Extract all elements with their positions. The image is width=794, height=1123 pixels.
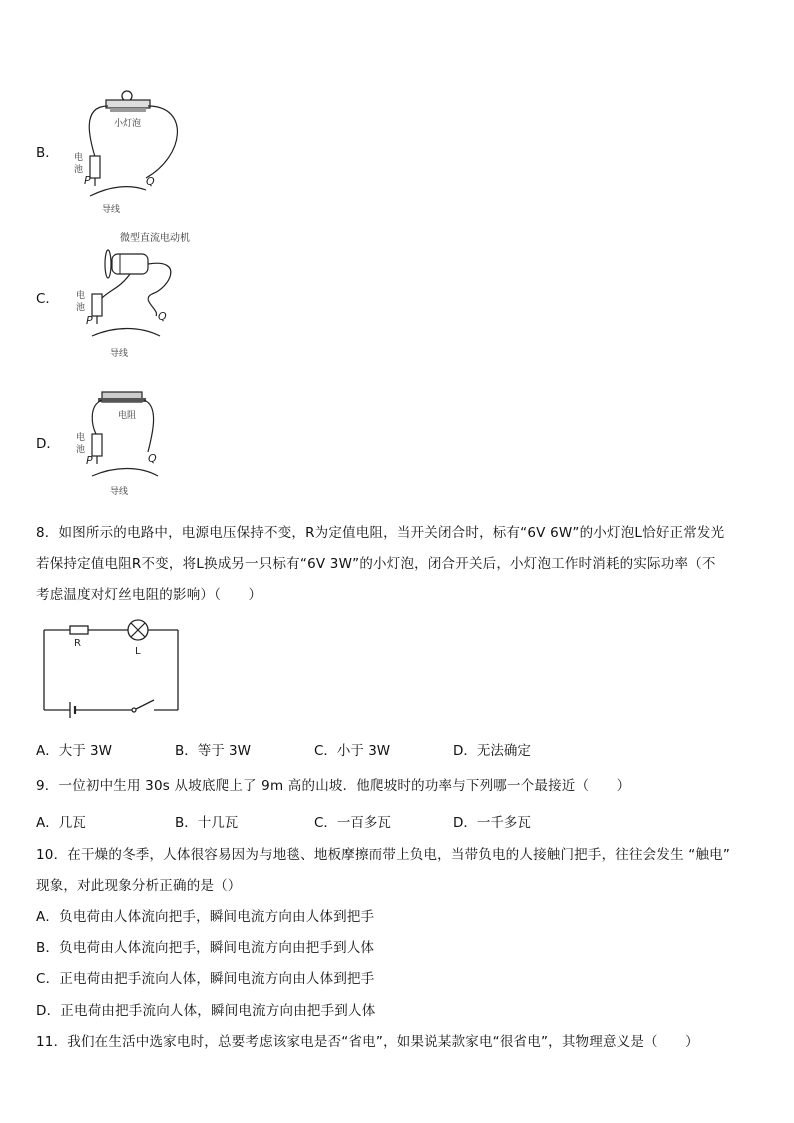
resistor-symbol	[70, 626, 88, 634]
option-c-p: P	[86, 314, 93, 327]
svg-text:池: 池	[76, 303, 86, 313]
option-c-wire: 导线	[110, 349, 129, 359]
switch-symbol	[132, 708, 136, 712]
option-d-title: 电阻	[118, 411, 137, 421]
option-b-p: P	[84, 174, 91, 187]
circuit-l-label: L	[135, 646, 141, 657]
q10-line2: 现象，对此现象分析正确的是（）	[36, 878, 242, 894]
q11-line1: 11．我们在生活中选家电时，总要考虑该家电是否“省电”，如果说某款家电“很省电”，其物理意义是（ ）	[36, 1034, 699, 1050]
q8-line2: 若保持定值电阻R不变，将L换成另一只标有“6V 3W”的小灯泡，闭合开关后，小灯泡工作时消耗的实际功率（不	[36, 556, 716, 572]
q8-line1: 8．如图所示的电路中，电源电压保持不变，R为定值电阻，当开关闭合时，标有“6V 6W”的小灯泡L恰好正常发光	[36, 525, 725, 541]
svg-text:电: 电	[76, 433, 86, 443]
option-d-label: D．	[36, 436, 60, 452]
q8-option-c: C．小于 3W	[314, 743, 391, 759]
q9-line1: 9．一位初中生用 30s 从坡底爬上了 9m 高的山坡．他爬坡时的功率与下列哪一个最接近（ ）	[36, 778, 631, 794]
option-b-title: 小灯泡	[114, 119, 142, 129]
option-d-p: P	[86, 454, 93, 467]
q8-line3: 考虑温度对灯丝电阻的影响）（ ）	[36, 587, 263, 603]
q8-option-d: D．无法确定	[453, 743, 531, 759]
circuit-r-label: R	[74, 638, 81, 649]
q10-option-b: B．负电荷由人体流向把手，瞬间电流方向由把手到人体	[36, 940, 375, 956]
q10-option-c: C．正电荷由把手流向人体，瞬间电流方向由人体到把手	[36, 971, 375, 987]
q10-line1: 10．在干燥的冬季，人体很容易因为与地毯、地板摩擦而带上负电，当带负电的人接触门把手，往往会发生 “触电”	[36, 847, 731, 863]
option-d-wire: 导线	[110, 487, 129, 497]
q10-option-d: D．正电荷由把手流向人体，瞬间电流方向由把手到人体	[36, 1003, 376, 1019]
svg-text:池: 池	[76, 445, 86, 455]
option-d-figure	[70, 386, 190, 501]
q9-option-a: A．几瓦	[36, 815, 86, 831]
option-c-q: Q	[158, 310, 167, 323]
q8-circuit-diagram	[40, 618, 185, 723]
option-d-q: Q	[148, 452, 157, 465]
q9-option-c: C．一百多瓦	[314, 815, 391, 831]
q9-option-b: B．十几瓦	[175, 815, 239, 831]
q10-option-a: A．负电荷由人体流向把手，瞬间电流方向由人体到把手	[36, 909, 375, 925]
option-c-figure	[70, 228, 230, 363]
option-b-figure	[70, 86, 190, 216]
q9-option-d: D．一千多瓦	[453, 815, 531, 831]
svg-text:电: 电	[74, 153, 84, 163]
option-b-q: Q	[146, 175, 155, 188]
option-b-wire: 导线	[102, 205, 121, 215]
option-b-label: B．	[36, 145, 59, 161]
svg-text:电: 电	[76, 291, 86, 301]
option-c-label: C．	[36, 291, 59, 307]
option-c-title: 微型直流电动机	[120, 233, 190, 244]
q8-option-a: A．大于 3W	[36, 743, 112, 759]
svg-text:池: 池	[74, 165, 84, 175]
q8-option-b: B．等于 3W	[175, 743, 251, 759]
